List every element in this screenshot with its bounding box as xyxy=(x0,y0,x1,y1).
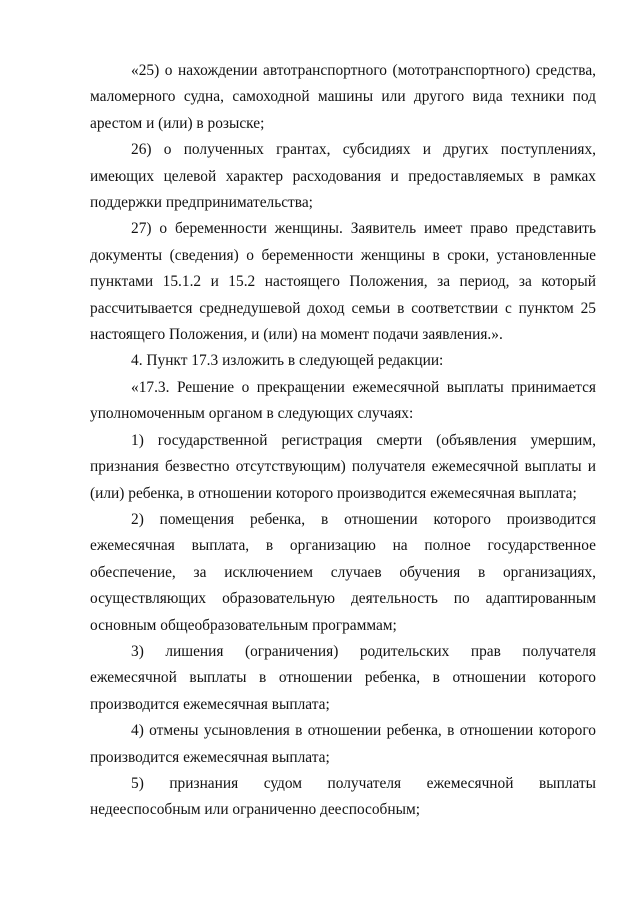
paragraph-case-1: 1) государственной регистрация смерти (объявления умершим, признания безвестно отсутствующим) получателя ежемесячной выплаты и (или) ребенка, в отношении которого производится ежемесячная выплата; xyxy=(90,431,596,502)
paragraph-item-26: 26) о полученных грантах, субсидиях и других поступлениях, имеющих целевой характер расходования и предоставляемых в рамках поддержки предпринимательства; xyxy=(90,141,596,212)
paragraph-case-2: 2) помещения ребенка, в отношении которого производится ежемесячная выплата, в организацию на полное государственное обеспечение, за исключением случаев обучения в организациях, осуществляющих образовательную деятельность по адаптированным основным общеобразовательным программам; xyxy=(90,510,596,634)
paragraph-item-27: 27) о беременности женщины. Заявитель имеет право представить документы (сведения) о беременности женщины в сроки, установленные пунктами 15.1.2 и 15.2 настоящего Положения, за период, за который рассчитывается среднедушевой доход семьи в соответствии с пунктом 25 настоящего Положения, и (или) на момент подачи заявления.». xyxy=(90,220,596,344)
paragraph-amendment-4: 4. Пункт 17.3 изложить в следующей редакции: xyxy=(131,352,444,370)
paragraph-clause-17-3: «17.3. Решение о прекращении ежемесячной выплаты принимается уполномоченным органом в следующих случаях: xyxy=(90,378,596,423)
paragraph-case-5: 5) признания судом получателя ежемесячной выплаты недееспособным или ограниченно дееспособным; xyxy=(90,774,596,819)
paragraph-case-4: 4) отмены усыновления в отношении ребенка, в отношении которого производится ежемесячная выплата; xyxy=(90,722,596,766)
paragraph-case-3: 3) лишения (ограничения) родительских прав получателя ежемесячной выплаты в отношении ребенка, в отношении которого производится ежемесячная выплата; xyxy=(90,642,596,713)
document-page xyxy=(90,58,596,824)
paragraph-item-25: «25) о нахождении автотранспортного (мототранспортного) средства, маломерного судна, самоходной машины или другого вида техники под арестом и (или) в розыске; xyxy=(90,62,596,132)
